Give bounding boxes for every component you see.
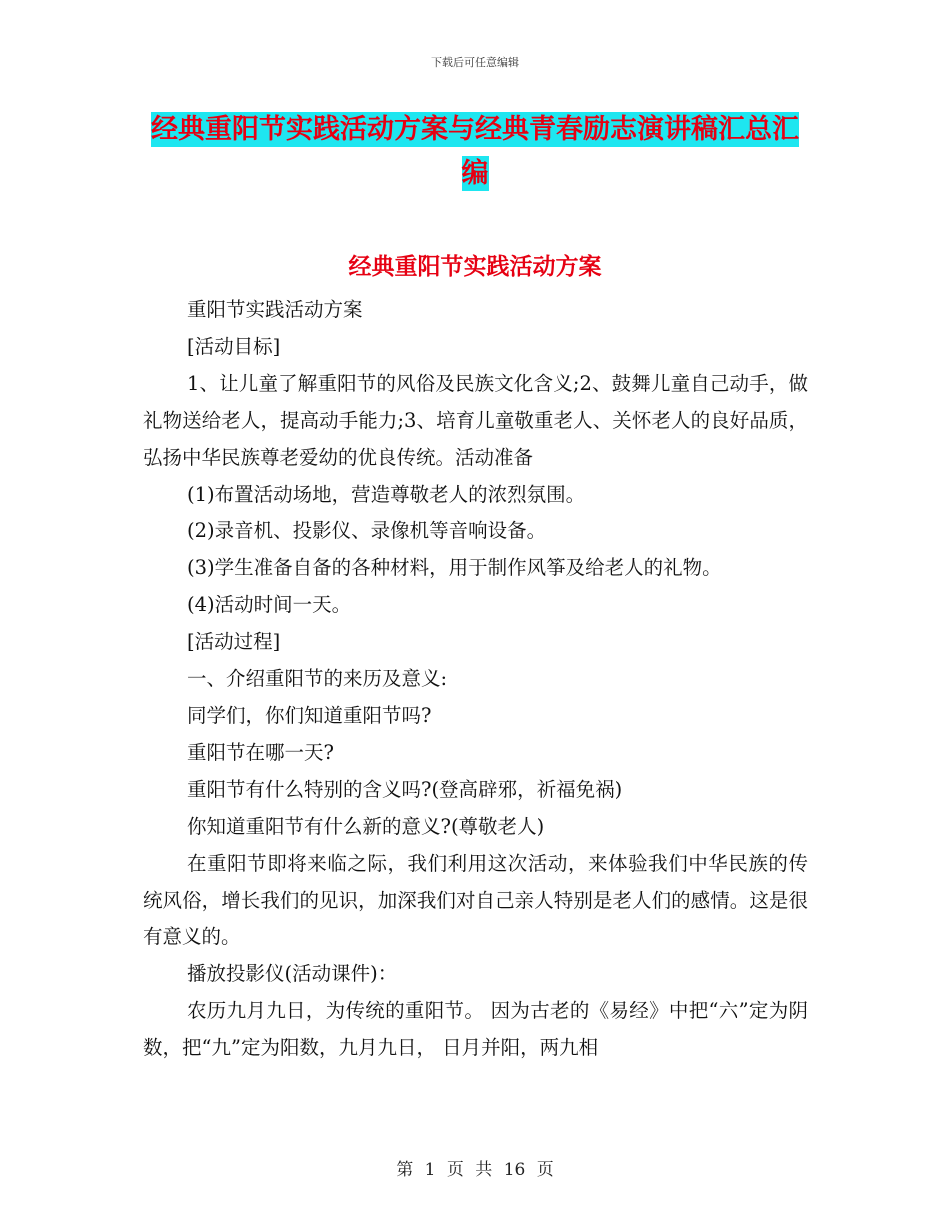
paragraph: 重阳节有什么特别的含义吗?(登高辟邪，祈福免祸) [187, 777, 623, 801]
paragraph: 农历九月九日，为传统的重阳节。 因为古老的《易经》中把“六”定为阴数，把“九”定为阳数，九月九日， 日月并阳，两九相 [143, 999, 808, 1060]
section-title: 经典重阳节实践活动方案 [348, 254, 602, 280]
paragraph: [活动目标] [187, 334, 281, 358]
paragraph: 同学们，你们知道重阳节吗? [187, 703, 432, 727]
paragraph: 播放投影仪(活动课件)： [187, 962, 398, 986]
paragraph: 1、让儿童了解重阳节的风俗及民族文化含义;2、鼓舞儿童自己动手，做礼物送给老人，提高动手能力;3、培育儿童敬重老人、关怀老人的良好品质，弘扬中华民族尊老爱幼的优良传统。活动准备 [143, 371, 808, 469]
paragraph: (3)学生准备自备的各种材料，用于制作风筝及给老人的礼物。 [187, 556, 722, 580]
paragraph: 你知道重阳节有什么新的意义?(尊敬老人) [187, 814, 545, 838]
paragraph: 在重阳节即将来临之际，我们利用这次活动，来体验我们中华民族的传统风俗，增长我们的见识，加深我们对自己亲人特别是老人们的感情。这是很有意义的。 [143, 851, 808, 949]
paragraph: 重阳节实践活动方案 [187, 298, 363, 321]
document-body [143, 292, 808, 1067]
paragraph: (2)录音机、投影仪、录像机等音响设备。 [187, 519, 547, 543]
header-note: 下载后可任意编辑 [431, 56, 519, 69]
document-title [150, 108, 800, 196]
paragraph: 重阳节在哪一天? [187, 740, 334, 764]
paragraph: (4)活动时间一天。 [187, 593, 352, 617]
paragraph: (1)布置活动场地，营造尊敬老人的浓烈氛围。 [187, 482, 586, 506]
paragraph: 一、介绍重阳节的来历及意义: [187, 667, 448, 691]
paragraph: [活动过程] [187, 630, 281, 654]
page-footer: 第 1 页 共 16 页 [396, 1160, 554, 1180]
document-title-text: 经典重阳节实践活动方案与经典青春励志演讲稿汇总汇编 [151, 114, 799, 189]
